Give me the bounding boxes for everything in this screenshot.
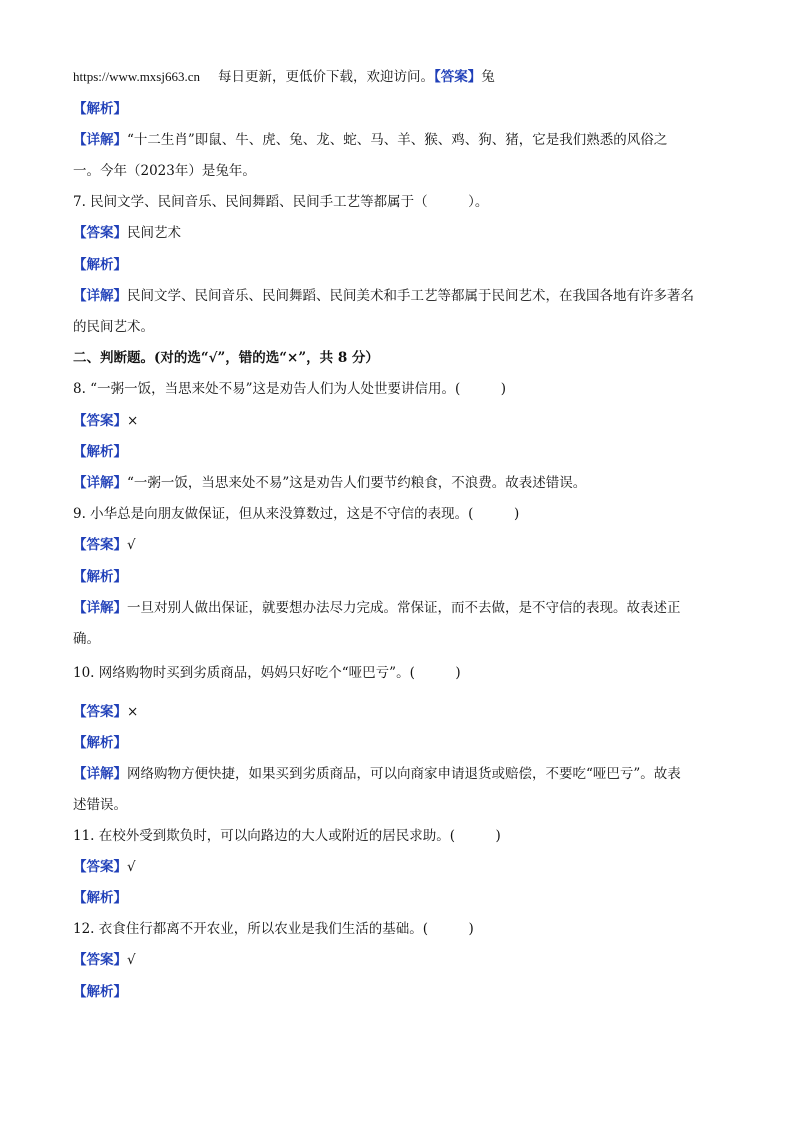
- detail-text: 的民间艺术。: [73, 319, 154, 335]
- answer-text: 民间艺术: [127, 225, 181, 241]
- answer-text: √: [127, 859, 136, 875]
- question-9: [73, 505, 733, 523]
- answer-tag: 【答案】: [73, 537, 127, 553]
- analysis-tag: 【解析】: [73, 444, 127, 460]
- detail-continuation: [73, 796, 733, 814]
- answer-text: ×: [127, 704, 139, 720]
- answer-tag: 【答案】: [73, 413, 127, 429]
- answer-text: √: [127, 952, 136, 968]
- question-text: 11. 在校外受到欺负时，可以向路边的大人或附近的居民求助。( ): [73, 828, 501, 844]
- detail-text: 一旦对别人做出保证，就要想办法尽力完成。常保证，而不去做，是不守信的表现。故表述正: [127, 600, 681, 616]
- detail-tag: 【详解】: [73, 475, 127, 491]
- detail-continuation: [73, 630, 733, 648]
- answer-tag: 【答案】: [73, 704, 127, 720]
- answer-tag: 【答案】: [73, 952, 127, 968]
- analysis-line: [73, 734, 733, 752]
- analysis-line: [73, 568, 733, 586]
- analysis-tag: 【解析】: [73, 890, 127, 906]
- detail-line: [73, 474, 733, 492]
- question-text: 9. 小华总是向朋友做保证，但从来没算数过，这是不守信的表现。( ): [73, 506, 520, 522]
- answer-text: √: [127, 537, 136, 553]
- analysis-tag: 【解析】: [73, 257, 127, 273]
- detail-line: [73, 287, 733, 305]
- detail-continuation: [73, 162, 733, 180]
- analysis-line: [73, 889, 733, 907]
- answer-tag: 【答案】: [73, 859, 127, 875]
- section-title-text: 二、判断题。(对的选“√”，错的选“×”，共 8 分）: [73, 350, 379, 366]
- analysis-line: [73, 983, 733, 1001]
- analysis-tag: 【解析】: [73, 984, 127, 1000]
- analysis-line: [73, 256, 733, 274]
- site-slogan: 每日更新，更低价下载，欢迎访问。: [218, 69, 434, 85]
- answer-text: 兔: [481, 69, 495, 85]
- answer-line: [73, 224, 733, 242]
- detail-text: 网络购物方便快捷，如果买到劣质商品，可以向商家申请退货或赔偿，不要吃“哑巴亏”。故表: [127, 766, 681, 782]
- analysis-line: [73, 443, 733, 461]
- question-11: [73, 827, 733, 845]
- detail-tag: 【详解】: [73, 288, 127, 304]
- answer-line: [73, 858, 733, 876]
- answer-tag: 【答案】: [434, 69, 482, 85]
- detail-line: [73, 765, 733, 783]
- answer-line: [73, 536, 733, 554]
- question-8: [73, 380, 733, 398]
- detail-line: [73, 131, 733, 149]
- detail-text: 民间文学、民间音乐、民间舞蹈、民间美术和手工艺等都属于民间艺术，在我国各地有许多著名: [127, 288, 694, 304]
- section-title: [73, 349, 733, 367]
- detail-text: 一。今年（2023年）是兔年。: [73, 163, 256, 179]
- analysis-tag: 【解析】: [73, 569, 127, 585]
- analysis-tag: 【解析】: [73, 735, 127, 751]
- question-7: [73, 193, 733, 211]
- header-line: [73, 68, 733, 86]
- analysis-line: [73, 100, 733, 118]
- question-10: [73, 664, 733, 682]
- detail-text: 确。: [73, 631, 100, 647]
- answer-text: ×: [127, 413, 139, 429]
- site-url[interactable]: https://www.mxsj663.cn: [73, 69, 200, 84]
- question-12: [73, 920, 733, 938]
- question-text: 10. 网络购物时买到劣质商品，妈妈只好吃个“哑巴亏”。( ): [73, 665, 461, 681]
- question-text: 12. 衣食住行都离不开农业，所以农业是我们生活的基础。( ): [73, 921, 474, 937]
- detail-tag: 【详解】: [73, 600, 127, 616]
- detail-tag: 【详解】: [73, 766, 127, 782]
- detail-continuation: [73, 318, 733, 336]
- analysis-tag: 【解析】: [73, 101, 127, 117]
- answer-line: [73, 951, 733, 969]
- question-text: 7. 民间文学、民间音乐、民间舞蹈、民间手工艺等都属于（ ）。: [73, 194, 489, 210]
- detail-text: “一粥一饭，当思来处不易”这是劝告人们要节约粮食，不浪费。故表述错误。: [127, 475, 587, 491]
- detail-tag: 【详解】: [73, 132, 127, 148]
- answer-line: [73, 703, 733, 721]
- detail-text: “十二生肖”即鼠、牛、虎、兔、龙、蛇、马、羊、猴、鸡、狗、猪，它是我们熟悉的风俗之: [127, 132, 668, 148]
- question-text: 8. “一粥一饭，当思来处不易”这是劝告人们为人处世要讲信用。( ): [73, 381, 507, 397]
- detail-text: 述错误。: [73, 797, 127, 813]
- detail-line: [73, 599, 733, 617]
- answer-line: [73, 412, 733, 430]
- answer-tag: 【答案】: [73, 225, 127, 241]
